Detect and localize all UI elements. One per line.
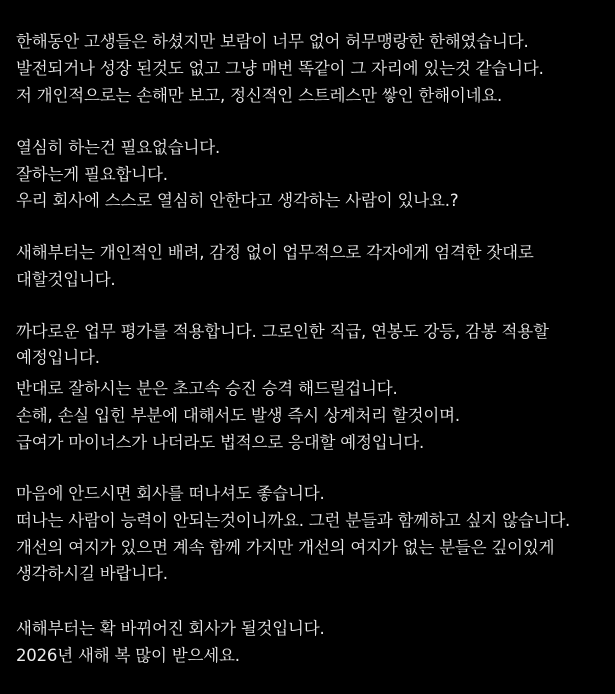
text-line: 생각하시길 바랍니다.: [16, 564, 168, 583]
text-line: 한해동안 고생들은 하셨지만 보람이 너무 없어 허무맹랑한 한해였습니다.: [16, 32, 529, 51]
text-line: 저 개인적으로는 손해만 보고, 정신적인 스트레스만 쌓인 한해이네요.: [16, 86, 503, 105]
text-line: 떠나는 사람이 능력이 안되는것이니까요. 그런 분들과 함께하고 싶지 않습니다.: [16, 511, 571, 530]
text-line: 잘하는게 필요합니다.: [16, 165, 168, 184]
text-line: 우리 회사에 스스로 열심히 안한다고 생각하는 사람이 있나요.?: [16, 191, 459, 210]
text-line: 급여가 마이너스가 나더라도 법적으로 응대할 예정입니다.: [16, 433, 425, 452]
text-line: 2026년 새해 복 많이 받으세요.: [16, 646, 240, 665]
text-line: 반대로 잘하시는 분은 초고속 승진 승격 해드릴겁니다.: [16, 379, 398, 398]
text-line: 예정입니다.: [16, 348, 100, 367]
text-line: 마음에 안드시면 회사를 떠나셔도 좋습니다.: [16, 484, 325, 503]
text-line: 열심히 하는건 필요없습니다.: [16, 138, 221, 157]
text-line: 새해부터는 확 바뀌어진 회사가 될것입니다.: [16, 619, 325, 638]
text-line: 까다로운 업무 평가를 적용합니다. 그로인한 직급, 연봉도 강등, 감봉 적용할: [16, 322, 549, 341]
text-line: 개선의 여지가 있으면 계속 함께 가지만 개선의 여지가 없는 분들은 깊이있게: [16, 538, 555, 557]
text-line: 새해부터는 개인적인 배려, 감정 없이 업무적으로 각자에게 엄격한 잣대로: [16, 243, 534, 262]
text-line: 대할것입니다.: [16, 270, 116, 289]
text-line: 발전되거나 성장 된것도 없고 그냥 매번 똑같이 그 자리에 있는것 같습니다.: [16, 59, 544, 78]
text-line: 손해, 손실 입힌 부분에 대해서도 발생 즉시 상계처리 할것이며.: [16, 406, 460, 425]
